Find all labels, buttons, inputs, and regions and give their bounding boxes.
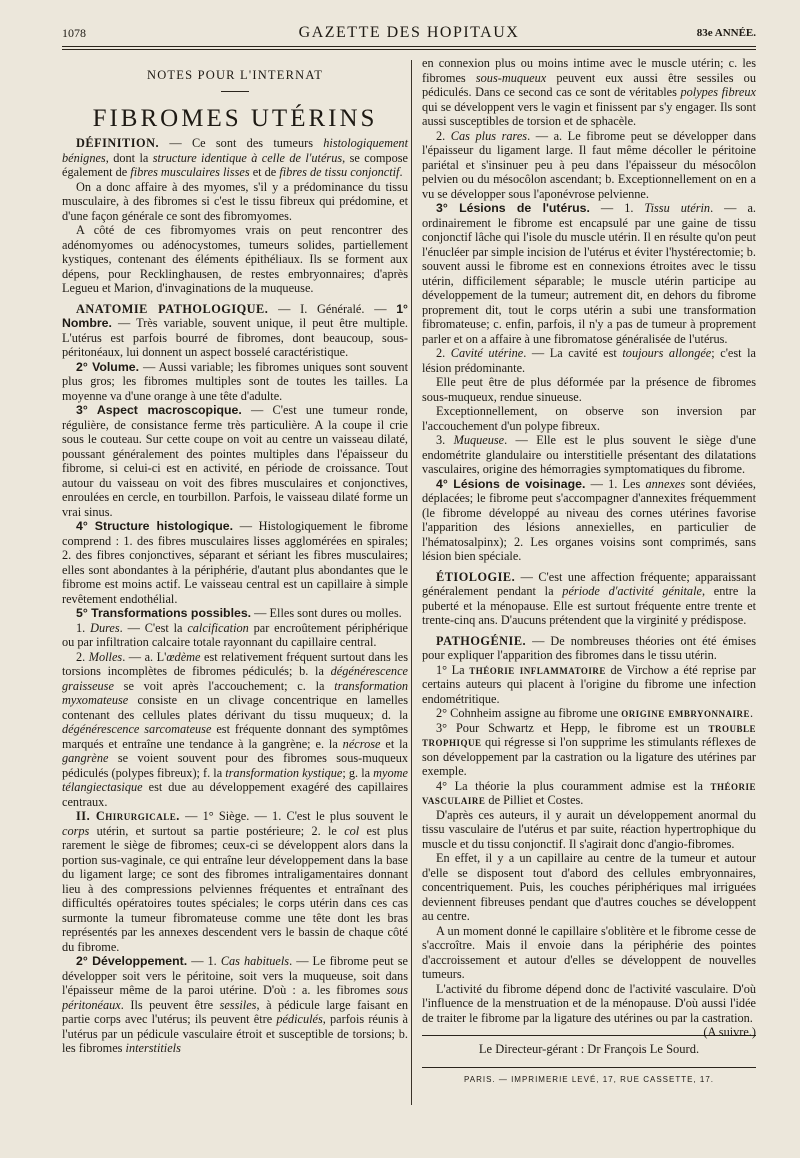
paragraph: A côté de ces fibromyomes vrais on peut rencontrer des adénomyomes ou adénocystomes, tumeurs solides, partiellement kystiques, contenant des éléments épithéliaux. Ils se forment aux dépens, pour Recklinghausen, de restes embryonnaires; d'après Legueu et Marion, d'invaginations de la muqueuse. — [62, 223, 408, 295]
cas-rares-paragraph: 2. Cas plus rares. — a. Le fibrome peut se développer dans l'épaisseur du ligament large. Il faut même décoller le péritoine pariétal et s'insinuer peu à peu dans l'épaisseur du mésocôlon pelvien ou du mésocôlon ascendant; b. Exceptionnellement on en a vu se développer sous l'aponévrose pelvienne. — [422, 128, 756, 201]
right-column — [422, 56, 756, 1087]
printer-rule — [422, 1067, 756, 1068]
paragraph: Elle peut être de plus déformée par la présence de fibromes sous-muqueux, rendue sinueuse. — [422, 375, 756, 404]
section-heading: NOTES POUR L'INTERNAT — [146, 68, 324, 82]
cavite-paragraph: 2. Cavité utérine. — La cavité est toujours allongée; c'est la lésion prédominante. — [422, 346, 756, 375]
paragraph: Exceptionnellement, on observe son inversion par l'accouchement d'un polype fibreux. — [422, 404, 756, 433]
header-rule — [62, 46, 756, 47]
director-signature: Le Directeur-gérant : Dr François Le Sourd. — [478, 1042, 700, 1056]
volume-paragraph: 2° Volume. — Aussi variable; les fibromes uniques sont souvent plus gros; les fibromes multiples sont de toutes les tailles. La moyenne va d'une orange à une tête d'adulte. — [62, 359, 408, 403]
structure-paragraph: 4° Structure histologique. — Histologiquement le fibrome comprend : 1. des fibres musculaires lisses agglomérées en spirales; 2. des fibres conjonctives, séparant et sériant les fibres musculaires; elles sont abondantes à la périphérie, d'autant plus abondantes que le fibrome est moins actif. Le vaisseau central est un capillaire à simple revêtement endothélial. — [62, 519, 408, 606]
paragraph: D'après ces auteurs, il y aurait un développement anormal du tissu vasculaire de l'utérus et par suite, réaction hypertrophique du muscle et du tissu conjonctif. Il s'agirait donc d'angio-fibromes. — [422, 807, 756, 851]
final-paragraph: L'activité du fibrome dépend donc de l'activité vasculaire. D'où l'influence de la menstruation et de la ménopause. D'où aussi l'idée de traiter le fibrome par la ligature des utérines ou par la castration. (A suivre.) — [422, 981, 756, 1039]
chirurgicale-paragraph: II. Chirurgicale. — 1° Siège. — 1. C'est le plus souvent le corps utérin, et surtout sa partie postérieure; 2. le col est plus rarement le siège de fibromes; ceux-ci se développent alors dans la portion sus-vaginale, ce qui entraîne leur développement dans la base du ligament large; ce sont des fibromes intraligamentaires donnant lieu à des compressions pelviennes fréquentes et entraînant des difficultés opératoires toutes spéciales; le corps utérin dans ces cas surmonte la tumeur fibromateuse comme une tête dont les bras représentés par les annexes descendent vers le bassin de chaque côté du fibrome. — [62, 809, 408, 954]
theory-2-paragraph: 2° Cohnheim assigne au fibrome une origine embryonnaire. — [436, 706, 754, 720]
page-number: 1078 — [62, 26, 86, 40]
header-rule-2 — [62, 49, 756, 50]
column-divider — [411, 60, 412, 1105]
definition-paragraph: DÉFINITION. — Ce sont des tumeurs histologiquement bénignes, dont la structure identique à celle de l'utérus, se compose également de fibres musculaires lisses et de fibres de tissu conjonctif. — [62, 136, 408, 179]
lesions-paragraph: 3° Lésions de l'utérus. — 1. Tissu utérin. — a. ordinairement le fibrome est encapsulé par une gaine de tissu conjonctif lâche qui l'isole du muscle utérin. Il en résulte qu'on peut l'énucléer par simple incision de l'utérus et éviter l'hystérectomie; b. souvent aussi le fibrome est en connexions étroites avec le tissu utérin, difficilement séparable; le muscle utérin participe au développement de la tumeur; autrement dit, en dehors du fibrome proprement dit, tout le corps utérin a subi une transformation fibromateuse; c. enfin, parfois, il n'y a pas de tumeur à proprement parler et on a affaire à une fibromatose généralisée de l'utérus. — [422, 201, 756, 346]
pathogenie-paragraph: PATHOGÉNIE. — De nombreuses théories ont été émises pour expliquer l'apparition des fibromes dans le tissu utérin. — [422, 633, 756, 662]
continuation-paragraph: en connexion plus ou moins intime avec le muscle utérin; c. les fibromes sous-muqueux peuvent eux aussi être sessiles ou pédiculés. Dans ce second cas ce sont de véritables polypes fibreux qui se développent vers le vagin et finissent par s'y engager. Ils sont aussi susceptibles de torsion et de sphacèle. — [422, 56, 756, 128]
aspect-paragraph: 3° Aspect macroscopique. — C'est une tumeur ronde, régulière, de consistance ferme très particulière. A la coupe il crie sous le couteau. Sur cette coupe on voit au centre un vaisseau dilaté, poussant généralement des pointes multiples dans l'épaisseur du fibrome, si celui-ci est en activité, en période de croissance. Tout autour du vaisseau on voit des fibres musculaires et conjonctives, enroulées en cercle, en tourbillon. Parfois, le vaisseau dilaté forme un vrai sinus. — [62, 403, 408, 519]
printer-line: PARIS. — IMPRIMERIE LEVÉ, 17, RUE CASSETTE, 17. — [463, 1074, 715, 1084]
article-title: FIBROMES UTÉRINS — [92, 104, 378, 132]
section-rule — [221, 91, 249, 92]
paragraph: A un moment donné le capillaire s'oblitère et le fibrome cesse de s'accroître. Mais il envoie dans la périphérie des pointes d'accroissement et autour d'elles se développent de nouvelles tumeurs. — [422, 923, 756, 981]
journal-title: GAZETTE DES HOPITAUX — [298, 24, 520, 41]
developpement-paragraph: 2° Développement. — 1. Cas habituels. — Le fibrome peut se développer soit vers le péritoine, soit vers la muqueuse, soit dans l'épaisseur même de la paroi utérine. D'où : a. les fibromes sous péritonéaux. Ils peuvent être sessiles, à pédicule large faisant en partie corps avec l'utérus; ils peuvent être pédiculés, parfois réunis à l'utérus par un pédicule vasculaire étroit et susceptible de torsions; b. les fibromes interstitiels — [62, 954, 409, 1055]
to-be-continued: (A suivre.) — [703, 1025, 756, 1039]
anatomy-nombre-paragraph: ANATOMIE PATHOLOGIQUE. — I. Généralé. — 1° Nombre. — Très variable, souvent unique, il peut être multiple. L'utérus est parfois bourré de fibromes, dont beaucoup, sous-péritonéaux, lui donnent un aspect bosselé caractéristique. — [62, 301, 408, 359]
molles-paragraph: 2. Molles. — a. L'œdème est relativement fréquent surtout dans les torsions incomplètes de fibromes pédiculés; b. la dégénérescence graisseuse se voit après l'accouchement; c. la transformation myxomateuse consiste en un clivage concentrique en lamelles contenant des cellules plates dérivant du tissu muqueux; d. la dégénérescence sarcomateuse est fréquente donnant des symptômes marqués et entraîne une tendance à la gangrène; e. la nécrose et la gangrène se voient souvent pour des fibromes sous-muqueux pédiculés (polypes fibreux); f. la transformation kystique; g. la myome télangiectasique est due au développement exagéré des capillaires centraux. — [62, 649, 408, 809]
transformations-paragraph: 5° Transformations possibles. — Elles sont dures ou molles. — [76, 606, 402, 620]
page-header — [62, 24, 756, 44]
left-column — [62, 56, 408, 1056]
paragraph: En effet, il y a un capillaire au centre de la tumeur et autour d'elle se disposent tout d'abord des cellules embryonnaires, concentriquement. Puis, les couches périphériques mal irriguées deviennent fibreuses pendant que d'autres couches se développent au centre. — [422, 851, 756, 923]
paragraph: On a donc affaire à des myomes, s'il y a prédominance du tissu musculaire, à des fibromes si c'est le tissu fibreux qui prédomine, et d'une façon générale ce sont des fibromyomes. — [62, 179, 408, 223]
etiologie-paragraph: ÉTIOLOGIE. — C'est une affection fréquente; apparaissant généralement pendant la période d'activité génitale, entre la puberté et la ménopause. Elle est surtout fréquente entre trente et trente-cinq ans. D'aucuns prétendent que la virginité y prédispose. — [422, 569, 756, 627]
theory-4-paragraph: 4° La théorie la plus couramment admise est la théorie vasculaire de Pilliet et Costes. — [422, 778, 756, 807]
year-label: 83e ANNÉE. — [696, 27, 756, 39]
muqueuse-paragraph: 3. Muqueuse. — Elle est le plus souvent le siège d'une endométrite glandulaire ou interstitielle présentant des dilatations vasculaires, origine des hémorragies symptomatiques du fibrome. — [422, 433, 757, 476]
dures-paragraph: 1. Dures. — C'est la calcification par encroûtement périphérique ou par infiltration calcaire totale rayonnant du capillaire central. — [62, 620, 409, 649]
theory-1-paragraph: 1° La théorie inflammatoire de Virchow a été reprise par certains auteurs qui placent à l'origine du fibrome une infection endométritique. — [422, 662, 756, 706]
theory-3-paragraph: 3° Pour Schwartz et Hepp, le fibrome est un trouble trophique qui régresse si l'on supprime les stimulants réflexes de son développement par la castration ou la ligature des utérines par exemple. — [422, 720, 756, 778]
voisinage-paragraph: 4° Lésions de voisinage. — 1. Les annexes sont déviées, déplacées; le fibrome peut s'accompagner d'annexites fréquemment (le fibrome développé au niveau des cornes utérines favorise l'apparition des lésions annexielles, en particulier de l'hématosalpinx); 2. Les organes voisins sont comprimés, sans lésion bien spéciale. — [422, 476, 756, 563]
